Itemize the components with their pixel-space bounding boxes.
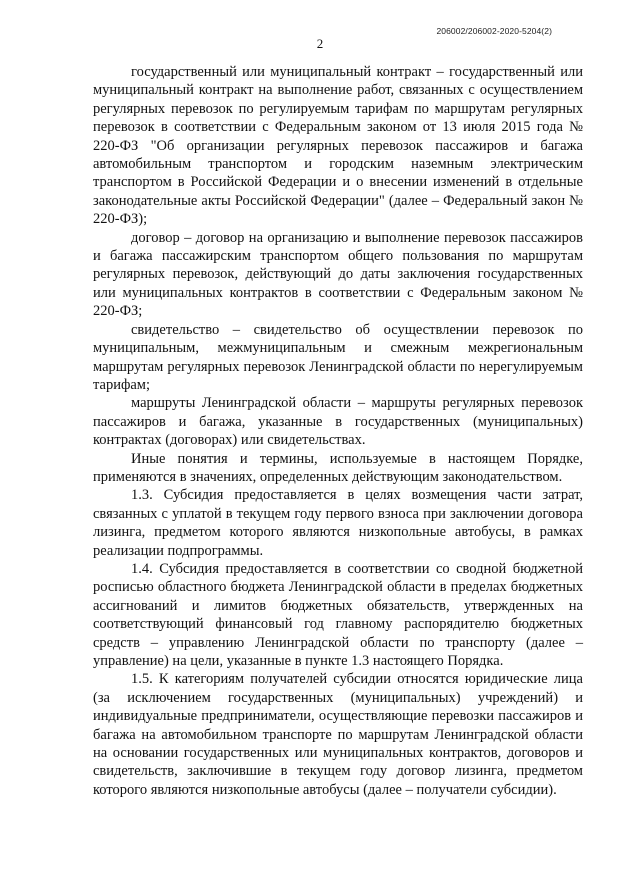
document-body [93, 63, 583, 799]
paragraph-other-terms: Иные понятия и термины, используемые в настоящем Порядке, применяются в значениях, определенных действующим законодательством. [93, 450, 583, 485]
paragraph-contract-definition: государственный или муниципальный контракт – государственный или муниципальный контракт на выполнение работ, связанных с осуществлением регулярных перевозок по регулируемым тарифам по маршрутам регулярных перевозок в соответствии с Федеральным законом от 13 июля 2015 года № 220-ФЗ "Об организации регулярных перевозок пассажиров и багажа автомобильным транспортом и городским наземным электрическим транспортом в Российской Федерации и о внесении изменений в отдельные законодательные акты Российской Федерации" (далее – Федеральный закон № 220-ФЗ); [93, 64, 583, 228]
paragraph-1-3: 1.3. Субсидия предоставляется в целях возмещения части затрат, связанных с уплатой в текущем году первого взноса при заключении договора лизинга, предметом которого являются низкопольные автобусы, в рамках реализации подпрограммы. [93, 487, 583, 559]
paragraph-1-4: 1.4. Субсидия предоставляется в соответствии со сводной бюджетной росписью областного бюджета Ленинградской области в пределах бюджетных ассигнований и лимитов бюджетных обязательств, утвержденных на соответствующий финансовый год главному распорядителю бюджетных средств – управлению Ленинградской области по транспорту (далее – управление) на цели, указанные в пункте 1.3 настоящего Порядка. [93, 560, 583, 669]
page-number: 2 [316, 36, 324, 51]
paragraph-certificate-definition: свидетельство – свидетельство об осуществлении перевозок по муниципальным, межмуниципальным и смежным межрегиональным маршрутам регулярных перевозок Ленинградской области по нерегулируемым тарифам; [93, 321, 583, 393]
document-id: 206002/206002-2020-5204(2) [436, 26, 552, 36]
paragraph-agreement-definition: договор – договор на организацию и выполнение перевозок пассажиров и багажа пассажирским транспортом общего пользования по маршрутам регулярных перевозок, действующий до даты заключения государственных или муниципальных контрактов в соответствии с Федеральным законом № 220-ФЗ; [93, 229, 583, 320]
paragraph-1-5: 1.5. К категориям получателей субсидии относятся юридические лица (за исключением государственных (муниципальных) учреждений) и индивидуальные предприниматели, осуществляющие перевозки пассажиров и багажа на автомобильном транспорте по маршрутам Ленинградской области на основании государственных или муниципальных контрактов, договоров и свидетельств, заключившие в текущем году договор лизинга, предметом которого являются низкопольные автобусы (далее – получатели субсидии). [93, 671, 583, 798]
paragraph-routes-definition: маршруты Ленинградской области – маршруты регулярных перевозок пассажиров и багажа, указанные в государственных (муниципальных) контрактах (договорах) или свидетельствах. [93, 395, 583, 449]
